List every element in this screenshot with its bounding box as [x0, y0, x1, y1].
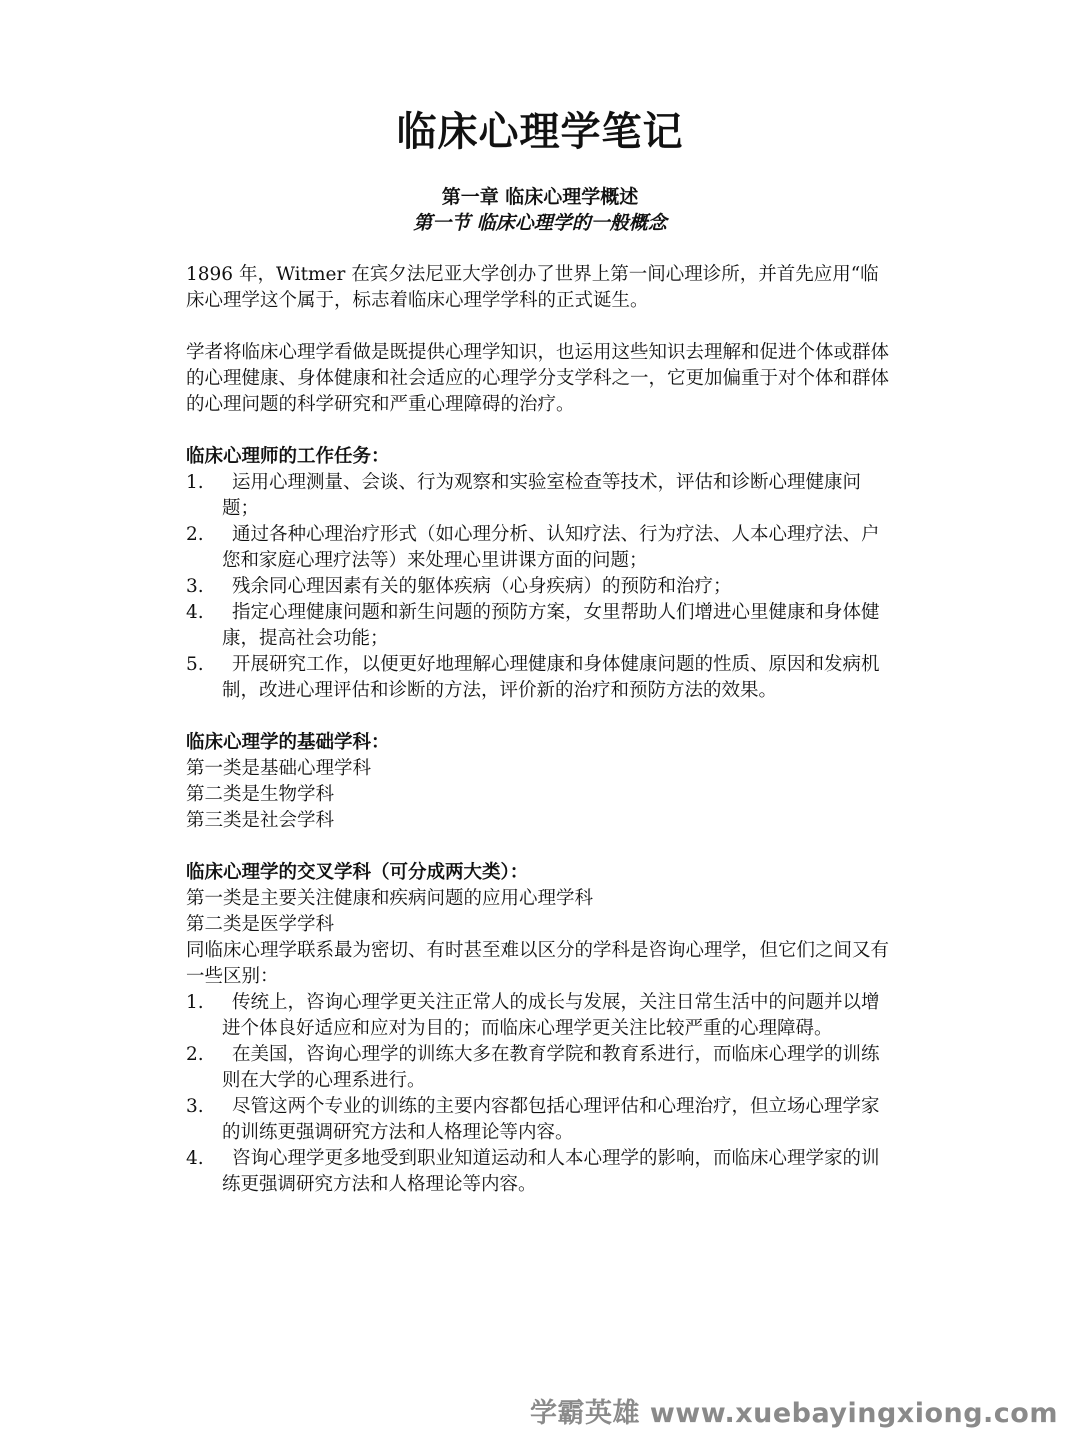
list-item — [186, 1094, 890, 1146]
list-number: 5. — [186, 654, 204, 675]
spacer — [186, 314, 890, 340]
spacer — [186, 418, 890, 444]
intro-paragraph-1: 1896 年，Witmer 在宾夕法尼亚大学创办了世界上第一间心理诊所，并首先应用“临床心理学这个属于，标志着临床心理学学科的正式诞生。 — [186, 264, 879, 311]
list-item — [186, 1146, 890, 1198]
compare-list — [186, 990, 890, 1198]
list-item — [186, 600, 890, 652]
spacer — [186, 834, 890, 860]
compare-intro: 同临床心理学联系最为密切、有时甚至难以区分的学科是咨询心理学，但它们之间又有一些区别： — [186, 940, 890, 987]
list-item — [186, 574, 890, 600]
basics-line: 第三类是社会学科 — [186, 810, 335, 831]
basics-line: 第二类是生物学科 — [186, 784, 335, 805]
list-number: 4. — [186, 1148, 204, 1169]
list-number: 2. — [186, 524, 204, 545]
document-body — [186, 262, 890, 1198]
cross-heading: 临床心理学的交叉学科（可分成两大类）： — [186, 862, 529, 883]
list-text: 尽管这两个专业的训练的主要内容都包括心理评估和心理治疗，但立场心理学家的训练更强调研究方法和人格理论等内容。 — [222, 1096, 880, 1143]
list-number: 2. — [186, 1044, 204, 1065]
list-text: 在美国，咨询心理学的训练大多在教育学院和教育系进行，而临床心理学的训练则在大学的心理系进行。 — [222, 1044, 880, 1091]
chapter-heading: 第一章 临床心理学概述 — [441, 186, 639, 208]
list-text: 开展研究工作，以便更好地理解心理健康和身体健康问题的性质、原因和发病机制，改进心理评估和诊断的方法，评价新的治疗和预防方法的效果。 — [222, 654, 880, 701]
tasks-heading: 临床心理师的工作任务： — [186, 446, 390, 467]
basics-line: 第一类是基础心理学科 — [186, 758, 372, 779]
list-item — [186, 470, 890, 522]
list-number: 4. — [186, 602, 204, 623]
page-title: 临床心理学笔记 — [396, 108, 684, 155]
list-number: 3. — [186, 576, 204, 597]
cross-line: 第二类是医学学科 — [186, 914, 335, 935]
cross-line: 第一类是主要关注健康和疾病问题的应用心理学科 — [186, 888, 594, 909]
list-number: 1. — [186, 992, 204, 1013]
list-item — [186, 652, 890, 704]
tasks-list — [186, 470, 890, 704]
list-text: 通过各种心理治疗形式（如心理分析、认知疗法、行为疗法、人本心理疗法、户您和家庭心理疗法等）来处理心里讲课方面的问题； — [222, 524, 880, 571]
section-heading: 第一节 临床心理学的一般概念 — [413, 212, 667, 234]
list-number: 3. — [186, 1096, 204, 1117]
list-text: 运用心理测量、会谈、行为观察和实验室检查等技术，评估和诊断心理健康问题； — [222, 472, 862, 519]
list-item — [186, 990, 890, 1042]
list-number: 1. — [186, 472, 204, 493]
list-item — [186, 1042, 890, 1094]
list-text: 传统上，咨询心理学更关注正常人的成长与发展，关注日常生活中的问题并以增进个体良好适应和应对为目的；而临床心理学更关注比较严重的心理障碍。 — [222, 992, 880, 1039]
list-text: 指定心理健康问题和新生问题的预防方案，女里帮助人们增进心里健康和身体健康，提高社会功能； — [222, 602, 880, 649]
footer-watermark: 学霸英雄 www.xuebayingxiong.com — [529, 1398, 1058, 1429]
list-text: 咨询心理学更多地受到职业知道运动和人本心理学的影响，而临床心理学家的训练更强调研究方法和人格理论等内容。 — [222, 1148, 880, 1195]
basics-heading: 临床心理学的基础学科： — [186, 732, 390, 753]
intro-paragraph-2: 学者将临床心理学看做是既提供心理学知识，也运用这些知识去理解和促进个体或群体的心理健康、身体健康和社会适应的心理学分支学科之一，它更加偏重于对个体和群体的心理问题的科学研究和严重心理障碍的治疗。 — [186, 342, 890, 415]
list-item — [186, 522, 890, 574]
list-text: 残余同心理因素有关的躯体疾病（心身疾病）的预防和治疗； — [232, 576, 732, 597]
spacer — [186, 704, 890, 730]
